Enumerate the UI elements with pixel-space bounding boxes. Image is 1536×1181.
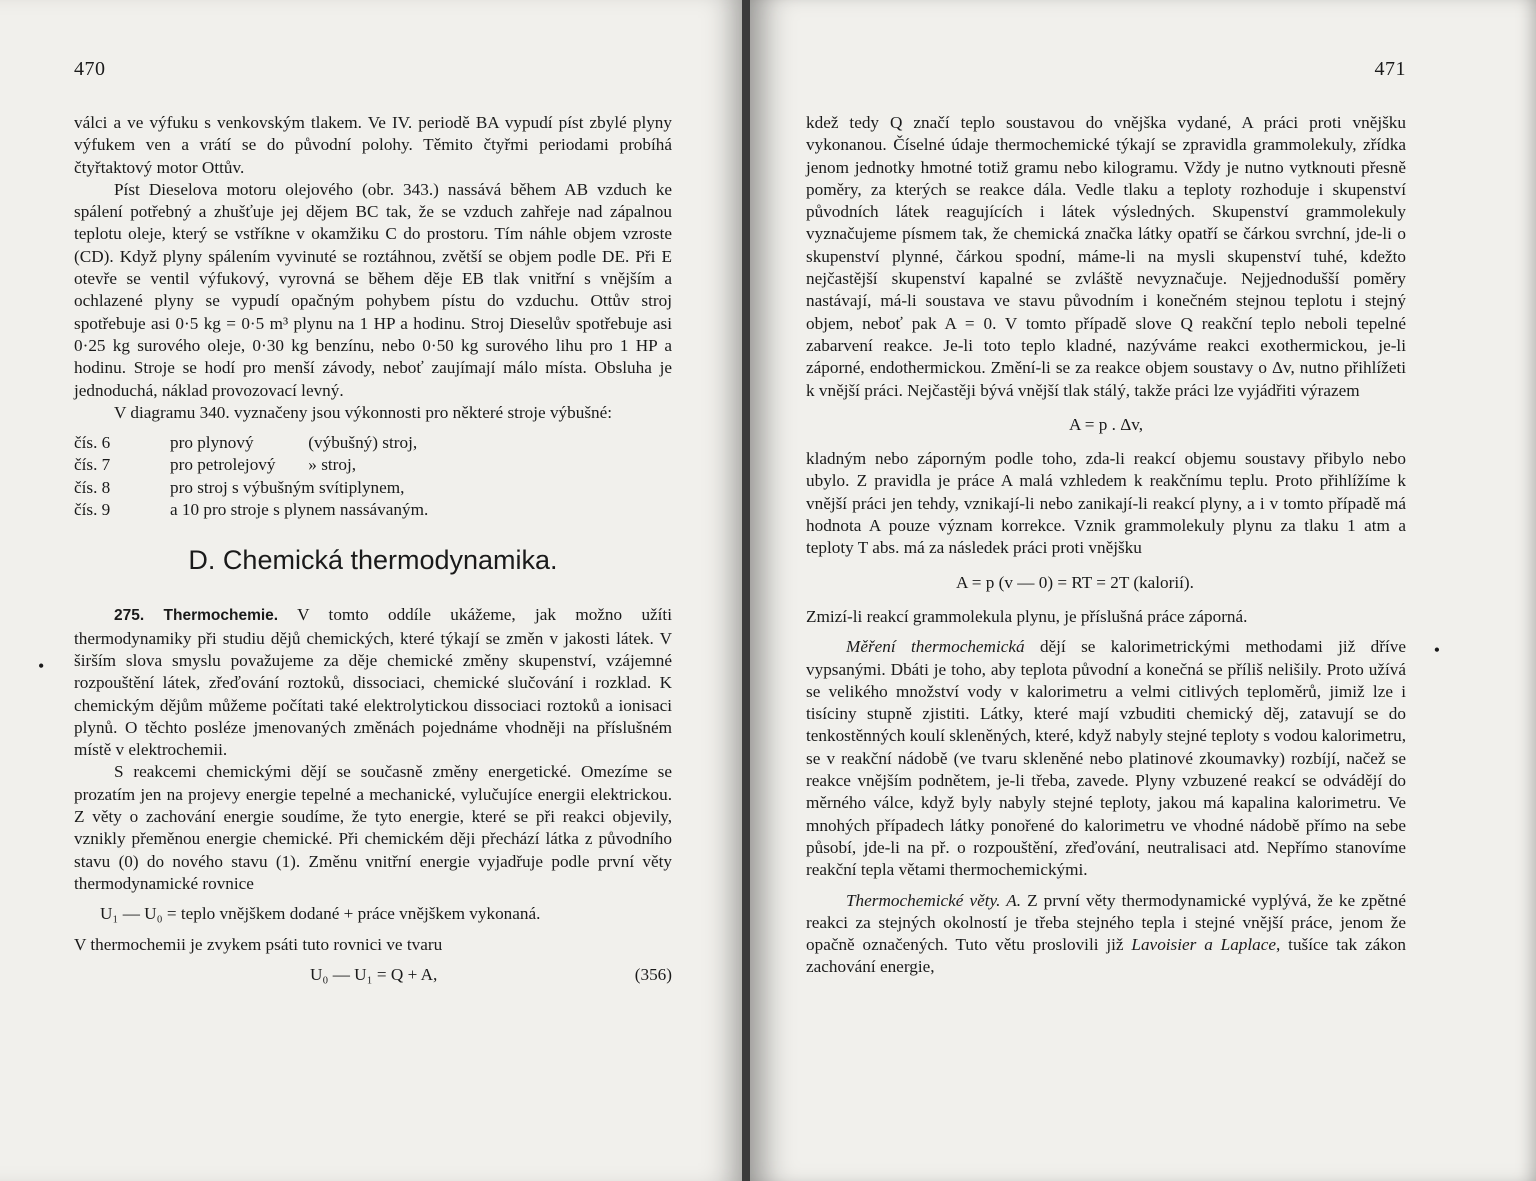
paragraph: Měření thermochemická dějí se kalorimetrickými methodami již dříve vypsanými. Dbáti je toho, aby teplota původní a konečná se příliš nelišily. Proto užívá se velikého množství vody v kalorimetru a velmi citlivých teploměrů, jimiž lze i tisíciny stupně zjistiti. Látky, které mají vzbuditi chemický děj, zatavují se do tenkostěnných koulí skleněných, které, když nabyly stejné teploty s vodou kalorimetru, se v reakční nádobě (ve tvaru skleněné nebo platinové zkoumavky) rozbíjí, načež se reakce vnějším podnětem, je-li třeba, zavede. Plyny vzbuzené reakcí se odvádějí do měrného válce, když byly nabyly stejné teploty, jakou má kapalina kalorimetru. Ve mnohých případech látky ponořené do kalorimetru ve vhodné nádobě přímo na sebe působí, jde-li na př. o rozpouštění, zřeďování, neutralisaci atd. Nepřímo stanovíme reakční tepla větami thermochemickými. <box>806 637 1406 880</box>
list-item: čís. 6 pro plynový (výbušný) stroj, <box>74 433 418 453</box>
left-page <box>0 0 744 1181</box>
paragraph: Píst Dieselova motoru olejového (obr. 343.) nassává během AB vzduch ke spálení potřebný a zhušťuje jej dějem BC tak, že se vzduch zahřeje nad zápalnou teplotu oleje, který se vstříkne v okamžiku C do prostoru. Tím náhle objem vzroste (CD). Když plyny spálením vyvinuté se roztáhnou, zvětší se objem podle DE. Při E otevře se ventil výfukový, vyrovná se během děje EB tlak vnitřní s vnějším a ochlazené plyny se vypudí opačným pohybem pístu do vzduchu. Ottův stroj spotřebuje asi 0·5 kg = 0·5 m³ plynu na 1 HP a hodinu. Stroj Dieselův spotřebuje asi 0·25 kg surového oleje, 0·30 kg benzínu, nebo 0·50 kg surového lihu pro 1 HP a hodinu. Stroje se hodí pro menší závody, neboť zaujímají málo místa. Obsluha je jednoduchá, náklad provozovací levný. <box>74 179 672 400</box>
list-item: čís. 7 pro petrolejový » stroj, <box>74 455 357 475</box>
page-number: 470 <box>74 58 106 80</box>
equation: A = p (v — 0) = RT = 2T (kalorií). <box>956 572 1194 592</box>
equation: U₁ — U₀ = teplo vnějškem dodané + práce vnějškem vykonaná. <box>100 904 541 924</box>
section-number: 275. <box>114 607 145 625</box>
paragraph: V thermochemii je zvykem psáti tuto rovnici ve tvaru <box>74 934 443 954</box>
engine-list <box>74 432 672 521</box>
paragraph: 275. Thermochemie. V tomto oddíle ukážeme, jak možno užíti thermodynamiky při studiu dějů chemických, které týkají se změn v jakosti látek. V širším slova smyslu považujeme za děje chemické změny skupenství, vzájemné rozpouštění látek, zřeďování roztoků, dissociaci, chemické slučování i rozklad. K chemickým dějům můžeme počítati také elektrolytickou dissociaci roztoků a ionisaci plynů. O těchto posléze jmenovaných změnách pojednáme vhodněji na příslušném místě v elektrochemii. <box>74 605 672 760</box>
paragraph: S reakcemi chemickými dějí se současně změny energetické. Omezíme se prozatím jen na projevy energie tepelné a mechanické, vylučujíce energii elektrickou. Z věty o zachování energie soudíme, že tyto energie, které se při reakci objevily, vznikly přeměnou energie chemické. Při chemickém ději přechází látka z původního stavu (0) do nového stavu (1). Změnu vnitřní energie vyjadřuje podle první věty thermodynamické rovnice <box>74 762 672 893</box>
paragraph: Thermochemické věty. A. Z první věty thermodynamické vyplývá, že ke zpětné reakci za stejných okolností je třeba stejného tepla i stejné vnější práce, jenom že opačně označených. Tuto větu proslovili již Lavoisier a Laplace, tušíce tak zákon zachování energie, <box>806 890 1406 977</box>
paragraph: Zmizí-li reakcí grammolekula plynu, je příslušná práce záporná. <box>806 606 1248 626</box>
page-number: 471 <box>1374 58 1406 80</box>
right-page <box>750 0 1536 1181</box>
section-heading: D. Chemická thermodynamika. <box>188 545 558 576</box>
paragraph: válci a ve výfuku s venkovským tlakem. Ve IV. periodě BA vypudí píst zbylé plyny výfukem ven a vrátí se do původní polohy. Těmito čtyřmi periodami probíhá čtyřtaktový motor Ottův. <box>74 113 672 177</box>
margin-mark: • <box>1433 640 1440 660</box>
equation-number: (356) <box>634 964 672 984</box>
equation-356: U₀ — U₁ = Q + A, (356) <box>74 964 672 986</box>
list-item: čís. 9 a 10 pro stroje s plynem nassávaným. <box>74 500 429 520</box>
paragraph: kdež tedy Q značí teplo soustavou do vnějška vydané, A práci proti vnějšku vykonanou. Číselné údaje thermochemické týkají se zpravidla grammolekuly, zřídka jenom jednotky hmotné totiž gramu nebo kilogramu. Vždy je nutno vytknouti přesně poměry, za kterých se reakce dála. Vedle tlaku a teploty rozhoduje i skupenství původních látek reagujících i látek výsledných. Skupenství grammolekuly vyznačujeme písmem tak, že chemická značka látky opatří se čárkou svrchní, jde-li o skupenství plynné, čárkou spodní, máme-li na mysli skupenství tuhé, kdežto nejčastější skupenství kapalné se zvláště nevyznačuje. Nejjednodušší poměry nastávají, má-li soustava ve stavu původním i konečném stejnou teplotu i stejný objem, neboť pak A = 0. V tomto případě slove Q reakční teplo neboli tepelné zabarvení reakce. Je-li toto teplo kladné, nazýváme reakci exothermickou, je-li záporné, endothermickou. Změní-li se za reakce objem soustavy o Δv, nutno přihlížeti k vnější práci. Nejčastěji bývá vnější tlak stálý, takže práci lze vyjádřiti výrazem <box>806 113 1406 400</box>
paragraph: kladným nebo záporným podle toho, zda-li reakcí objemu soustavy přibylo nebo ubylo. Z pravidla je práce A malá vzhledem k reakčnímu teplu. Proto přihlížíme k vnější práci jen tehdy, vznikají-li nebo zanikají-li reakcí plyny, a i v tomto případě má hodnota A pouze význam korrekce. Vznik grammolekuly plynu za tlaku 1 atm a teploty T abs. má za následek práci proti vnějšku <box>806 449 1406 558</box>
list-item: čís. 8 pro stroj s výbušným svítiplynem, <box>74 477 405 497</box>
margin-mark: • <box>38 656 45 676</box>
paragraph: V diagramu 340. vyznačeny jsou výkonnosti pro některé stroje výbušné: <box>114 402 613 422</box>
equation: A = p . Δv, <box>1068 414 1144 434</box>
section-title: Thermochemie. <box>163 607 279 625</box>
